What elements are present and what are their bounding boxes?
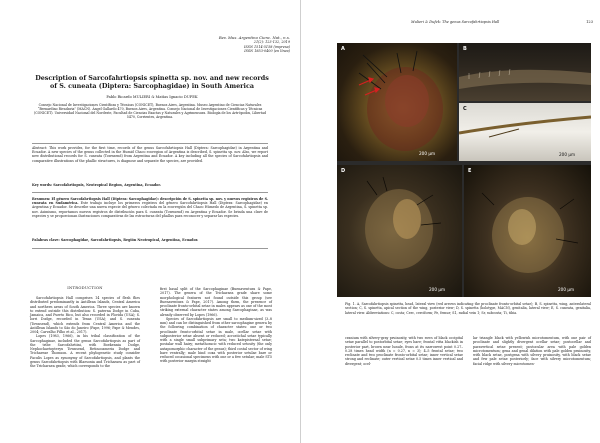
scale-bar-label: 200 µm: [558, 287, 575, 292]
panel-label: B: [463, 46, 467, 52]
scale-bar-label: 200 µm: [559, 152, 576, 157]
intro-column-1: [30, 296, 140, 368]
genitalia-illustration: [464, 165, 591, 297]
scale-bar-label: 200 µm: [419, 151, 436, 156]
paragraph: Lopes (1983, 1966), in his tribal classification of the Sarcophaginae, included the genus Sarcofahrtiopsis as part of the tribe Sarcofahrtiini, with Boekennia Dodge, Nephochaetopteryx Townsend, Retinocameria Dodge and Trichareae Thomson. A recent phylogenetic study consider Faculis Lopes as synonymy of Sarcofahrtiopsis, and plants the genus Sarcofahrtiopsis with Blaesoxia and Tricharaea as part of the Tricharaea grade, which corresponds to the: [30, 334, 140, 368]
running-head: Mulieri & Dufek: The genus Sarcofahrtiopsis Hall: [411, 20, 500, 24]
panel-a: [337, 43, 457, 161]
divider: [32, 143, 268, 144]
resumen-text: Este trabajo incluye los primeros registros del género Sarcofahrtiopsis Hall (Diptera: Sarcophagidae) en Argentina y Ecuador. Se describe una nueva especie del género colectada en la ecorregión del Chaco Húmedo de Argentina, S. spinetta sp. nov. Asimismo, reportamos nuevos registros de distribución para S. cuneata (Townsend) en Argentina y Ecuador. Se brinda una clave de especies y se proporcionan ilustraciones comparativas de las estructuras del phallus para reconocer y separar las especies.: [32, 201, 268, 218]
panel-label: D: [341, 168, 346, 174]
palabras-clave: Palabras clave: Sarcophagidae, Sarcofahrtiopsis, Región Neotropical, Argentina, Ecuador.: [32, 238, 199, 242]
panel-b: [459, 43, 591, 101]
resumen-title: Resumen: El género Sarcofahrtiopsis Hall (Diptera: Sarcophagidae): descripción de S. spinetta sp. nov. y nuevos registros de S. cuneata en Sudamérica.: [32, 197, 268, 206]
right-page: [301, 0, 600, 443]
paragraph: Species of Sarcofahrtiopsis are small to medium-sized (3–8 mm) and can be distinguished from other sarcophagine genera by the following combination of character states: one or two proclinate fronto-orbital setae in male, ocellar setae with subposterior setae absent or reduced; acrostichal setae typically with a single small subprimary seta; two katepisternal setae; postalar wall hairy; metathoracic with reduced setosity (the only autapomorphic character of the genus); third costal sector of wing bare ventrally; male hind coxa with posterior setulae bare or reduced occasional specimens with one or a few setulae; male ST5 with posterior margin straight: [160, 316, 272, 364]
keywords: Key words: Sarcofahrtiopsis, Neotropical Region, Argentina, Ecuador.: [32, 183, 161, 187]
panel-c: [459, 103, 591, 161]
journal-citation: [150, 36, 290, 53]
panel-label: E: [468, 168, 472, 174]
description-column-1: cranium with silvery-gray pruinosity, with two rows of black occipital setae parallel to postorbital setae; eyes bare; frontal vitta blackish in posterior part, brown near lunule, frons at its narrowest point 0.27–0.28 times head width (n = 0.27, n = 3); 4–5 frontal setae; two reclinate and two proclinate fronto-orbital setae; inner vertical setae strong and reclinate; outer vertical setae 0.5 times inner vertical and divergent; ocel-: [345, 336, 463, 366]
genitalia-illustration: [337, 165, 462, 297]
abstract: Abstract: This work provides, for the first time, records of the genus Sarcofahrtiopsis Hall (Diptera: Sarcophagidae) in Argentina and Ecuador. A new species of the genus collected in the Humid Chaco ecoregion of Argentina is described, S. spinetta sp. nov. Also, we report new distributional records for S. cuneata (Townsend) from Argentina and Ecuador. A key including all the species of Sarcofahrtiopsis and comparative illustrations of the phallic structures, is diagnose and separate the species, are provided.: [32, 146, 268, 163]
wing-illustration: [459, 43, 591, 101]
head-illustration: [337, 43, 457, 161]
panel-label: C: [463, 106, 467, 112]
article-title: [22, 74, 282, 90]
journal-issn-online: ISSN 1853-0400 (en línea): [244, 48, 290, 53]
figure-caption: Fig. 1. A, Sarcofahrtiopsis spinetta, head, lateral view (red arrows indicating the proclinate fronto-orbital setae); B, S. spinetta, wing, anterolateral section; C, S. spinetta, apical section of the wing, posterior view; D, S. spinetta (holotype, MACN), genitalia, lateral view; E, S. cuneata, genitalia, lateral view. Abbreviations: C, costa; Cerc, cerciform; Fe, femur; S1, radial vein 1; Sr, subcosta; Ti, tibia.: [345, 302, 591, 315]
panel-e: [464, 165, 591, 297]
description-column-2: lar triangle black with yellowish microtomentum, with one pair of proclinate and slightly divergent ocellar setae; postocellar and paravertical setae present; postocular area with pale golden microtomentum; gena and genal dilation with pale golden pruinosity, with black setae, postgena with silvery pruinosity, with black setae and few pale setae posteriorly; face with silvery microtomentum; facial ridge with silvery microtomen-: [473, 336, 591, 366]
journal-volume: 21(2): 123-132, 2019: [253, 40, 290, 45]
divider: [32, 192, 268, 193]
paragraph: first basal split of the Sarcophaginae (Buenaventura & Pape, 2017). The genera of the Tricharaea grade share some morphological features not found outside this group (see Buenaventura & Pape, 2017). Among them, the presence of proclinate fronto-orbital setae in males appears as one of the most striking external character states among Sarcophaginae, as was already observed by Lopes (1966).: [160, 287, 272, 317]
authors: Pablo Ricardo MULIERI & Matías Ignacio DUFEK: [106, 95, 198, 99]
affiliation: Consejo Nacional de Investigaciones Científicas y Técnicas (CONICET), Buenos Aires, Argentina. Museo Argentino de Ciencias Naturales “Bernardino Rivadavia” (MACN). Ángel Gallardo 470, Buenos Aires, Argentina. Consejo Nacional de Investigaciones Científicas y Técnicas (CONICET). Universidad Nacional del Nordeste, Facultad de Ciencias Exactas y Naturales y Agrimensura. Biología de los Artrópodos, Libertad 5470, Corrientes, Argentina.: [33, 103, 267, 120]
title-line-2: of S. cuneata (Diptera: Sarcophagidae) in South America: [50, 82, 254, 90]
journal-issn-print: ISSN 1514-5158 (impresa): [244, 44, 290, 49]
journal-name: Rev. Mus. Argentino Cienc. Nat., n.s.: [218, 35, 290, 40]
resumen: [32, 197, 268, 218]
page-number: 123: [586, 20, 593, 24]
scale-bar-label: 200 µm: [429, 287, 446, 292]
divider: [32, 248, 268, 249]
title-line-1: Description of Sarcofahrtiopsis spinetta sp. nov. and new records: [35, 74, 269, 82]
paragraph: Sarcofahrtiopsis Hall comprises 14 species of flesh flies distributed predominantly in Antillean Islands, Central America and northern areas of South America. Three species are known to extend outside this distribution: S. paterna Dodge in Cuba, Jamaica, and Puerto Rico, but also recorded in Florida (USA); S. lorri Dodge, recorded in Texas (USA); and S. cuneata (Townsend), which extends from Central America and the Antillean Islands to São do Janeiro (Pape, 1996; Pape & Mendes, 2004; Carvalho Filho et al., 2017).: [30, 296, 140, 334]
panel-label: A: [341, 46, 345, 52]
introduction-heading: INTRODUCTION: [67, 286, 103, 290]
figure-plate: [337, 43, 591, 297]
panel-d: [337, 165, 462, 297]
intro-column-2: [160, 287, 272, 364]
